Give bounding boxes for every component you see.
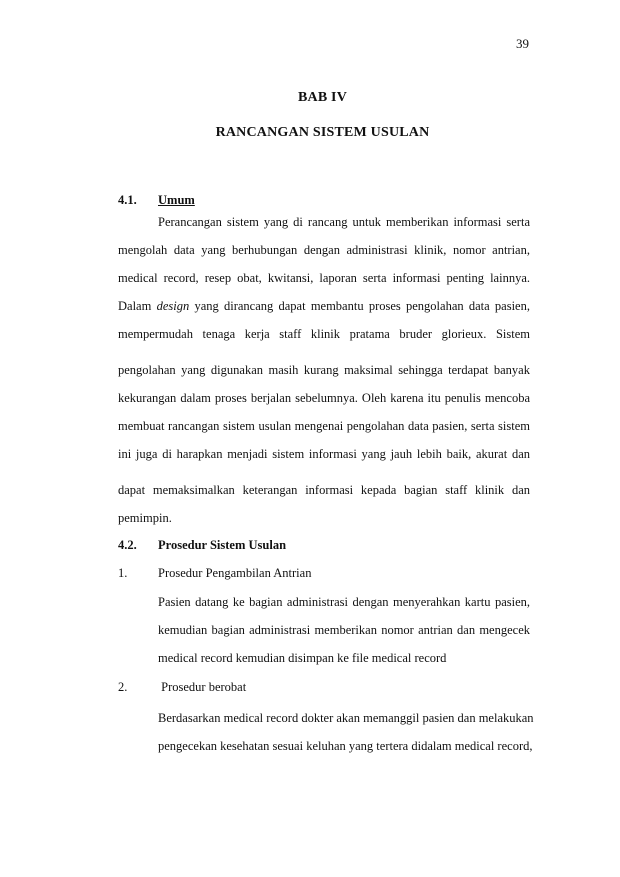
section-number: 4.2. (118, 538, 137, 552)
list-item-heading (118, 680, 246, 695)
section-number: 4.1. (118, 193, 137, 207)
paragraph-line: dapat memaksimalkan keterangan informasi kepada bagian staff klinik dan (118, 483, 530, 497)
section-heading-4-1 (118, 193, 195, 208)
paragraph-line: membuat rancangan sistem usulan mengenai pengolahan data pasien, serta sistem (118, 419, 530, 433)
paragraph-line: mengolah data yang berhubungan dengan administrasi klinik, nomor antrian, (118, 243, 530, 257)
list-item-number: 2. (118, 680, 128, 694)
page-number: 39 (516, 36, 529, 51)
paragraph-line: medical record, resep obat, kwitansi, laporan serta informasi penting lainnya. (118, 271, 530, 285)
list-item-title: Prosedur Pengambilan Antrian (158, 566, 312, 580)
list-item-line: Pasien datang ke bagian administrasi dengan menyerahkan kartu pasien, (158, 595, 530, 609)
paragraph-line: kekurangan dalam proses berjalan sebelumnya. Oleh karena itu penulis mencoba (118, 391, 530, 405)
list-item-line: kemudian bagian administrasi memberikan nomor antrian dan mengecek (158, 623, 530, 637)
paragraph-line: Perancangan sistem yang di rancang untuk memberikan informasi serta (158, 215, 530, 229)
paragraph-line: ini juga di harapkan menjadi sistem informasi yang jauh lebih baik, akurat dan (118, 447, 530, 461)
chapter-title: RANCANGAN SISTEM USULAN (215, 125, 430, 140)
section-heading-4-2 (118, 538, 286, 553)
italic-term: design (156, 299, 190, 313)
paragraph-line: pengolahan yang digunakan masih kurang maksimal sehingga terdapat banyak (118, 363, 530, 377)
list-item-number: 1. (118, 566, 128, 580)
paragraph-line: mempermudah tenaga kerja staff klinik pratama bruder glorieux. Sistem (118, 327, 530, 341)
list-item-title: Prosedur berobat (158, 680, 247, 694)
list-item-line: pengecekan kesehatan sesuai keluhan yang tertera didalam medical record, (158, 739, 533, 753)
section-title: Umum (158, 193, 195, 207)
section-title: Prosedur Sistem Usulan (158, 538, 287, 552)
paragraph-line: Dalam design yang dirancang dapat membantu proses pengolahan data pasien, (118, 299, 530, 313)
list-item-line: Berdasarkan medical record dokter akan memanggil pasien dan melakukan (158, 711, 534, 725)
chapter-heading: BAB IV (297, 90, 348, 105)
paragraph-line: pemimpin. (118, 511, 172, 525)
list-item-line: medical record kemudian disimpan ke file medical record (158, 651, 447, 665)
list-item-heading (118, 566, 311, 581)
